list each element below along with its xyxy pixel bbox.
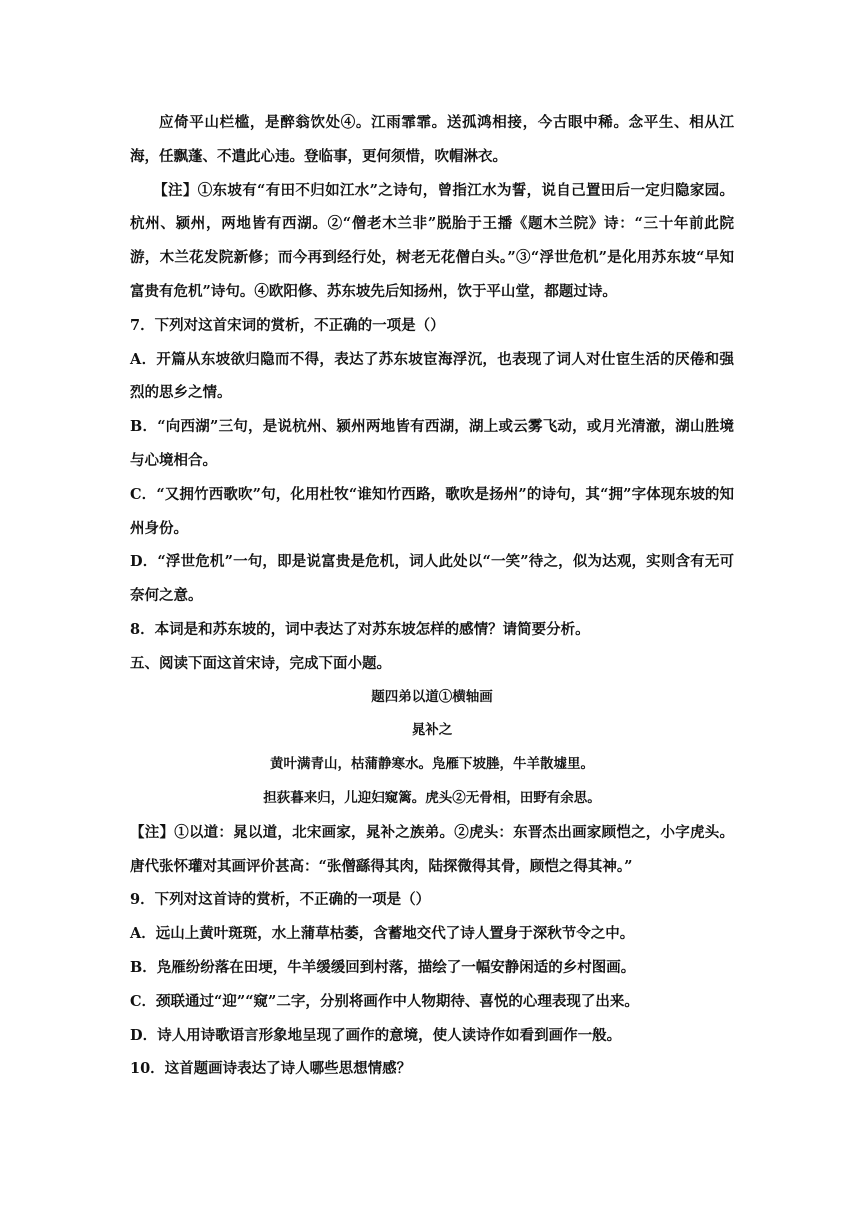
question-10-stem: 10．这首题画诗表达了诗人哪些思想情感？ <box>130 1060 412 1078</box>
poem-title: 题四弟以道①横轴画 <box>371 688 493 705</box>
question-7-stem: 7．下列对这首宋词的赏析，不正确的一项是（） <box>130 316 445 334</box>
poem-line-2: 担荻暮来归，儿迎妇窥篱。虎头②无骨相，田野有余思。 <box>263 789 601 806</box>
question-9-option-c: C．颈联通过“迎”“窥”二字，分别将画作中人物期待、喜悦的心理表现了出来。 <box>130 992 639 1010</box>
question-8-stem: 8．本词是和苏东坡的，词中表达了对苏东坡怎样的感情？请简要分析。 <box>130 620 590 638</box>
poem-note: 【注】①东坡有“有田不归如江水”之诗句，曾指江水为誓，说自己置田后一定归隐家园。杭州、颍州，两地皆有西湖。②“僧老木兰非”脱胎于王播《题木兰院》诗：“三十年前此院游，木兰花发院新修；而今再到经行处，树老无花僧白头。”③“浮世危机”是化用苏东坡“早知富贵有危机”诗句。④欧阳修、苏东坡先后知扬州，饮于平山堂，都题过诗。 <box>130 181 734 300</box>
question-7-option-a: A．开篇从东坡欲归隐而不得，表达了苏东坡宦海浮沉，也表现了词人对仕宦生活的厌倦和强烈的思乡之情。 <box>130 350 734 402</box>
question-7-option-c: C．“又拥竹西歌吹”句，化用杜牧“谁知竹西路，歌吹是扬州”的诗句，其“拥”字体现东坡的知州身份。 <box>130 485 734 537</box>
question-9-option-d: D．诗人用诗歌语言形象地呈现了画作的意境，使人读诗作如看到画作一般。 <box>130 1026 622 1044</box>
question-9-option-b: B．凫雁纷纷落在田埂，牛羊缓缓回到村落，描绘了一幅安静闲适的乡村图画。 <box>130 958 636 976</box>
poem-continuation: 应倚平山栏槛，是醉翁饮处④。江雨霏霏。送孤鸿相接，今古眼中稀。念平生、相从江海，任飘蓬、不遣此心违。登临事，更何须惜，吹帽淋衣。 <box>130 114 734 165</box>
poem-line-1: 黄叶满青山，枯蒲静寒水。凫雁下坡塍，牛羊散墟里。 <box>270 756 594 773</box>
question-9-stem: 9．下列对这首诗的赏析，不正确的一项是（） <box>130 891 431 909</box>
question-9-option-a: A．远山上黄叶斑斑，水上蒲草枯萎，含蓄地交代了诗人置身于深秋节令之中。 <box>130 925 635 943</box>
section-5-heading: 五、阅读下面这首宋诗，完成下面小题。 <box>130 654 391 672</box>
poem-author: 晁补之 <box>411 722 453 739</box>
poem-2-note: 【注】①以道：晁以道，北宋画家，晁补之族弟。②虎头：东晋杰出画家顾恺之，小字虎头。唐代张怀瓘对其画评价甚高：“张僧繇得其肉，陆探微得其骨，顾恺之得其神。” <box>130 823 734 875</box>
document-page <box>130 106 734 1086</box>
question-7-option-d: D．“浮世危机”一句，即是说富贵是危机，词人此处以“一笑”待之，似为达观，实则含有无可奈何之意。 <box>130 553 734 605</box>
question-7-option-b: B．“向西湖”三句，是说杭州、颍州两地皆有西湖，湖上或云雾飞动，或月光清澈，湖山胜境与心境相合。 <box>130 418 734 469</box>
